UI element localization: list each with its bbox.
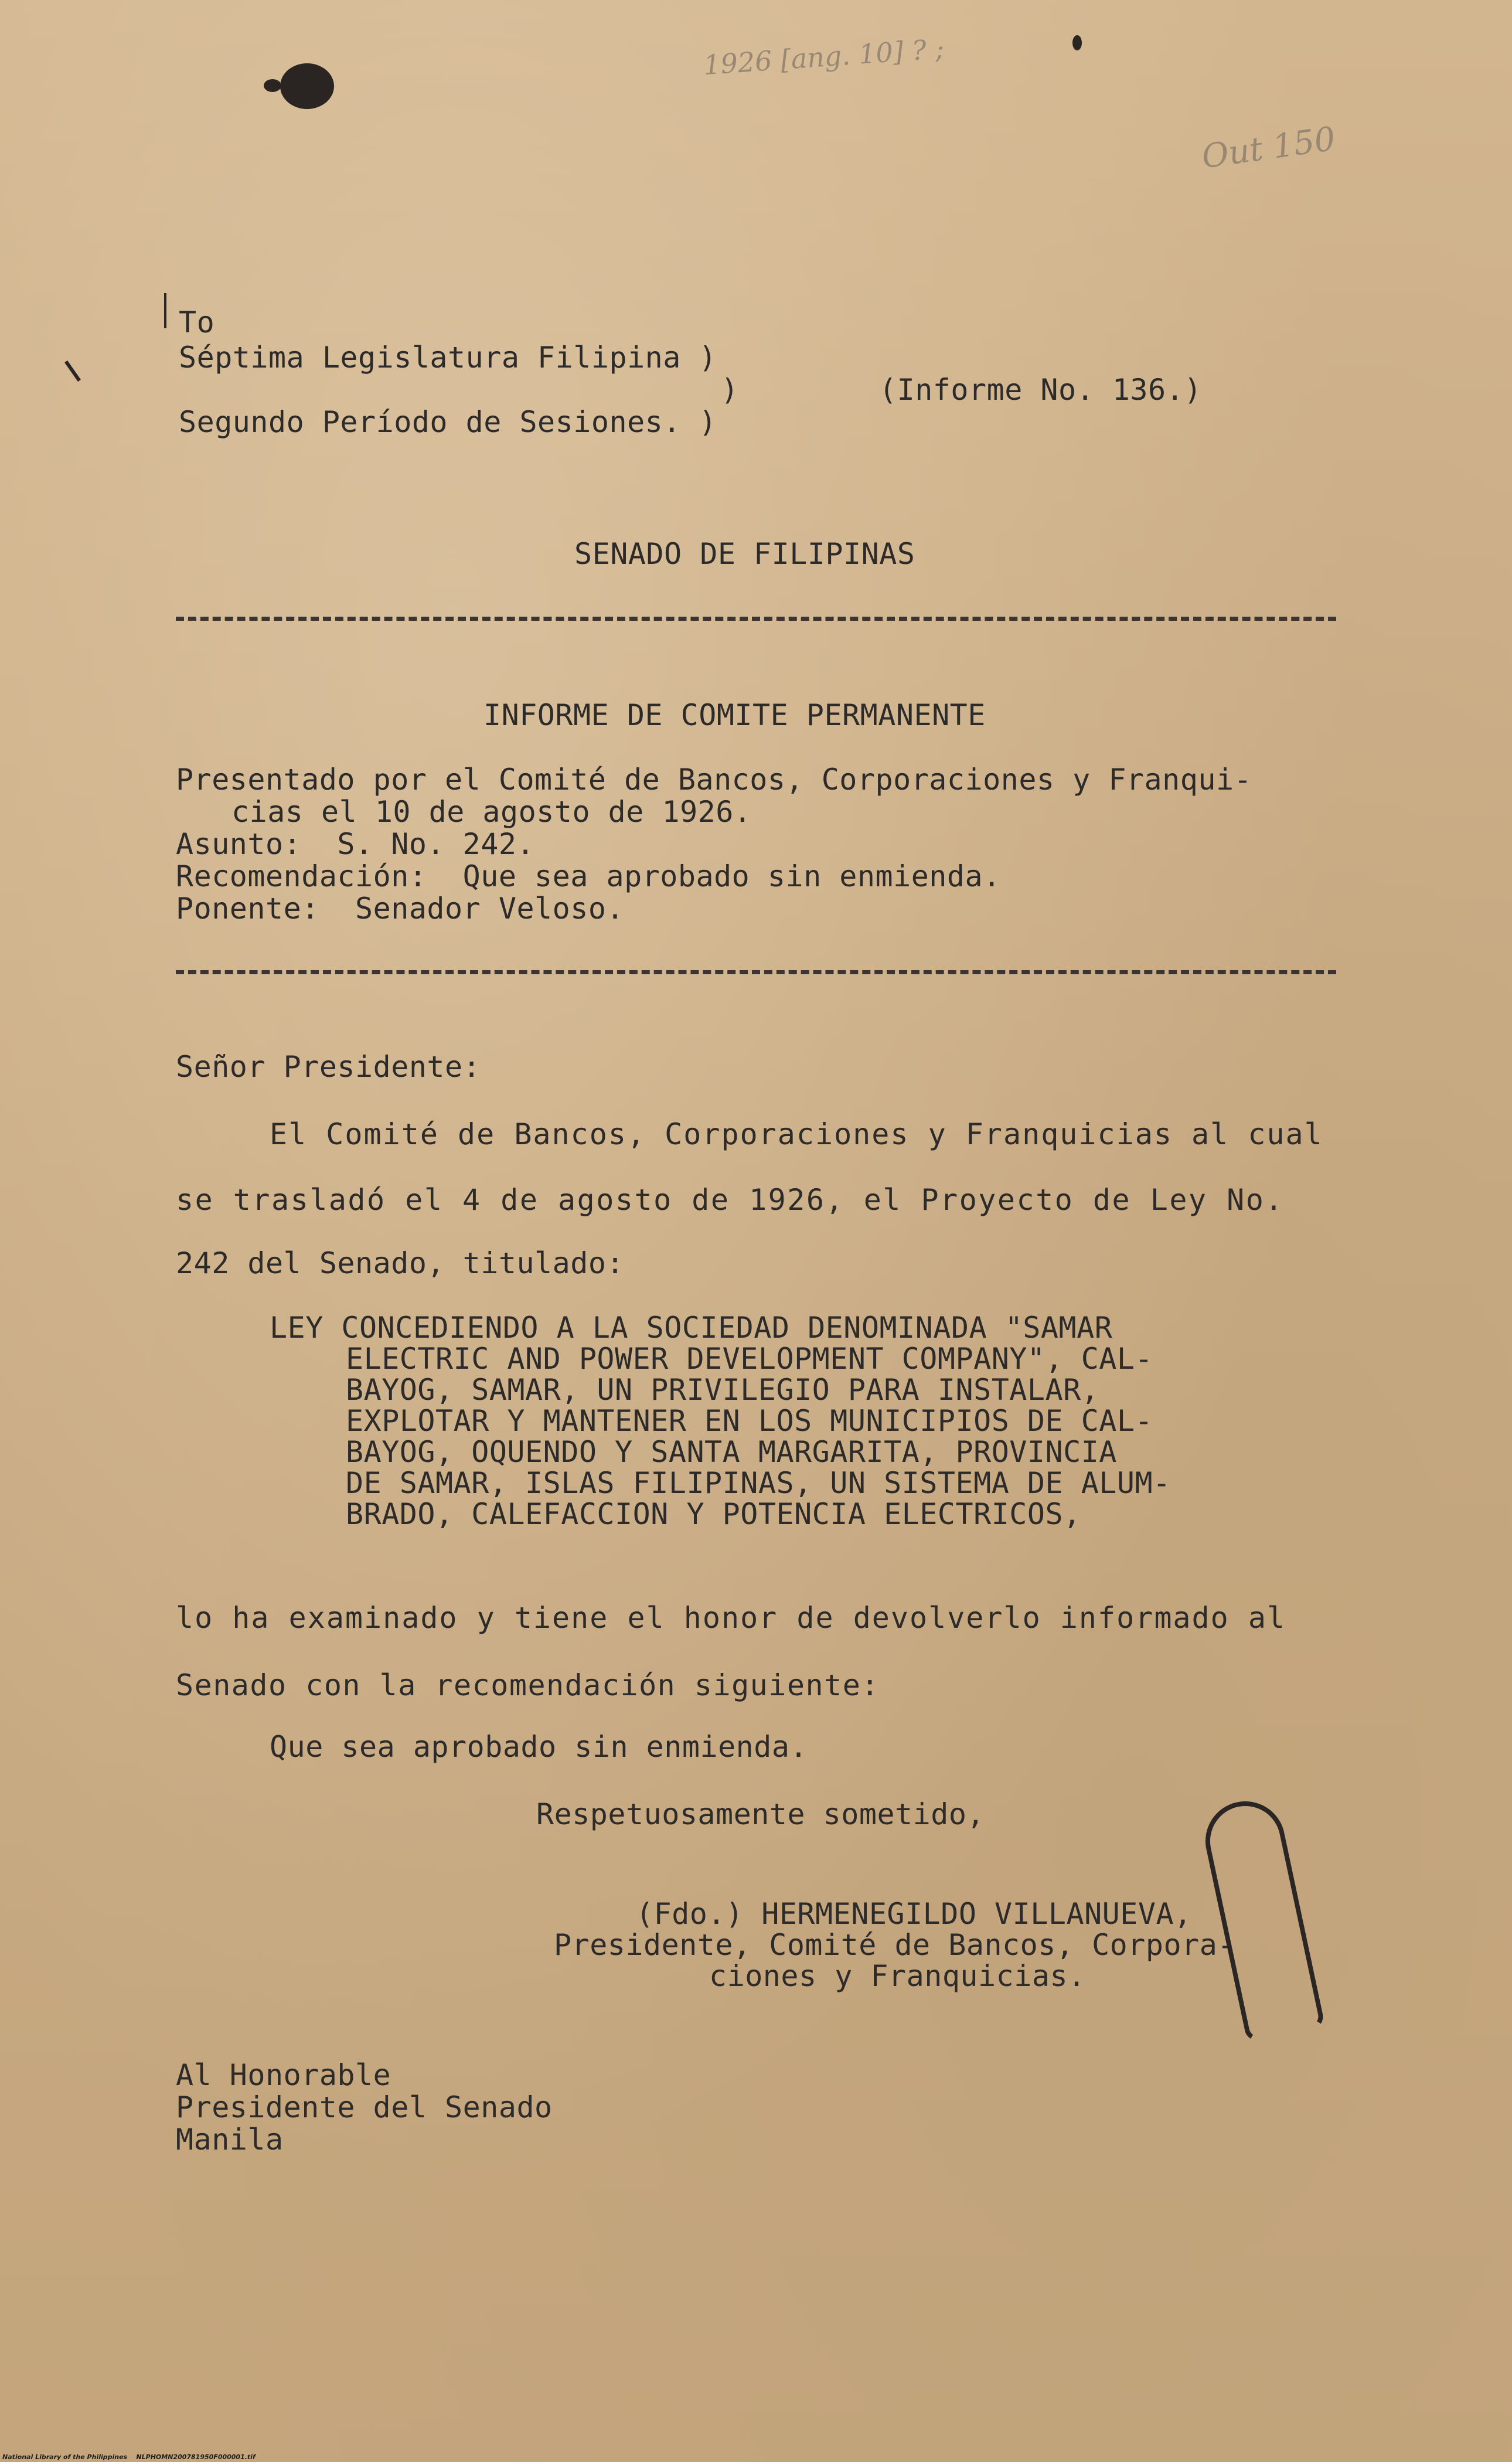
- punch-hole: [280, 63, 334, 109]
- margin-mark: [64, 361, 81, 382]
- ponente-line: Ponente: Senador Veloso.: [176, 892, 625, 926]
- recomendacion-line: Recomendación: Que sea aprobado sin enmienda.: [176, 859, 1001, 893]
- signature-title-2: ciones y Franquicias.: [709, 1959, 1086, 1993]
- addressee-line-1: Al Honorable: [176, 2058, 391, 2092]
- asunto-line: Asunto: S. No. 242.: [176, 827, 535, 861]
- pencil-annotation-top: 1926 [ang. 10] ? ;: [702, 32, 945, 81]
- paragraph-2-line-2: Senado con la recomendación siguiente:: [176, 1668, 880, 1702]
- legislature-line: Séptima Legislatura Filipina ): [179, 341, 717, 375]
- paragraph-1-line-3: 242 del Senado, titulado:: [176, 1246, 625, 1280]
- law-title-line: BAYOG, OQUENDO Y SANTA MARGARITA, PROVINCIA: [346, 1435, 1117, 1469]
- report-subtitle: INFORME DE COMITE PERMANENTE: [483, 698, 986, 732]
- to-label: To: [179, 305, 215, 339]
- addressee-line-3: Manila: [176, 2123, 284, 2157]
- presented-line-2: cias el 10 de agosto de 1926.: [231, 795, 752, 829]
- law-title-line: BAYOG, SAMAR, UN PRIVILEGIO PARA INSTALAR,: [346, 1373, 1099, 1407]
- recommendation-text: Que sea aprobado sin enmienda.: [270, 1730, 808, 1764]
- pencil-annotation-right: Out 150: [1199, 120, 1338, 176]
- law-title-line: DE SAMAR, ISLAS FILIPINAS, UN SISTEMA DE ALUM-: [346, 1466, 1171, 1500]
- salutation: Señor Presidente:: [176, 1050, 481, 1084]
- informe-number: (Informe No. 136.): [879, 373, 1202, 407]
- margin-rule: [164, 293, 166, 328]
- paragraph-1-line-2: se trasladó el 4 de agosto de 1926, el Proyecto de Ley No.: [176, 1183, 1284, 1217]
- addressee-line-2: Presidente del Senado: [176, 2090, 553, 2124]
- archive-footer: National Library of the Philippines NLPHOMN200781950F000001.tif: [2, 2453, 256, 2461]
- law-title-line: BRADO, CALEFACCION Y POTENCIA ELECTRICOS,: [346, 1497, 1081, 1531]
- divider-top: [176, 617, 1336, 621]
- signature-title-1: Presidente, Comité de Bancos, Corpora-: [554, 1928, 1235, 1962]
- session-line: Segundo Período de Sesiones. ): [179, 405, 717, 439]
- law-title-line: EXPLOTAR Y MANTENER EN LOS MUNICIPIOS DE CAL-: [346, 1404, 1153, 1438]
- law-title-line: LEY CONCEDIENDO A LA SOCIEDAD DENOMINADA "SAMAR: [270, 1311, 1113, 1345]
- divider-bottom: [176, 970, 1336, 974]
- ink-spot: [264, 79, 281, 92]
- hand-drawn-bracket: [1198, 1794, 1325, 2043]
- presented-line-1: Presentado por el Comité de Bancos, Corporaciones y Franqui-: [176, 763, 1252, 797]
- bracket-line: ): [721, 373, 739, 407]
- signature-name: (Fdo.) HERMENEGILDO VILLANUEVA,: [636, 1897, 1192, 1931]
- closing-text: Respetuosamente sometido,: [536, 1797, 985, 1831]
- paragraph-2-line-1: lo ha examinado y tiene el honor de devolverlo informado al: [176, 1601, 1286, 1635]
- paragraph-1-line-1: El Comité de Bancos, Corporaciones y Franquicias al cual: [270, 1117, 1323, 1151]
- ink-spot: [1072, 35, 1082, 50]
- page-title: SENADO DE FILIPINAS: [574, 537, 915, 571]
- law-title-line: ELECTRIC AND POWER DEVELOPMENT COMPANY", CAL-: [346, 1342, 1153, 1376]
